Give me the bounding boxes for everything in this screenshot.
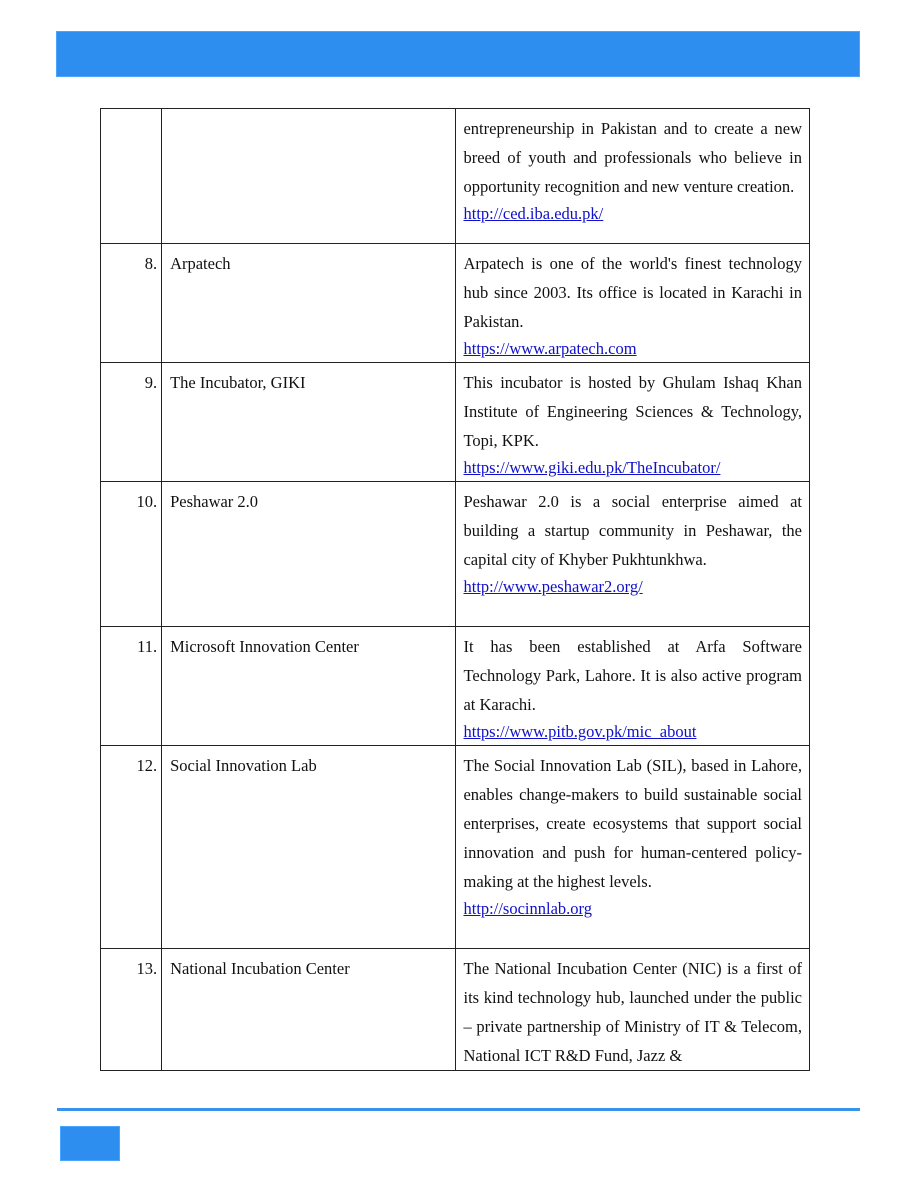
- row-link[interactable]: http://socinnlab.org: [463, 899, 592, 918]
- row-number: [101, 109, 162, 244]
- table-row: [101, 746, 810, 949]
- row-description: The National Incubation Center (NIC) is a first of its kind technology hub, launched under the public – private partnership of Ministry of IT & Telecom, National ICT R&D Fund, Jazz &: [463, 959, 802, 1065]
- row-name: Social Innovation Lab: [162, 746, 456, 949]
- page-number-box: [60, 1126, 120, 1161]
- row-description-cell: [456, 746, 810, 949]
- row-name: National Incubation Center: [162, 949, 456, 1071]
- row-number: 10.: [101, 482, 162, 627]
- row-description: The Social Innovation Lab (SIL), based in Lahore, enables change-makers to build sustainable social enterprises, create ecosystems that support social innovation and push for human-centered policy-making at the highest levels.: [463, 756, 802, 891]
- row-name: Peshawar 2.0: [162, 482, 456, 627]
- row-number: 11.: [101, 627, 162, 746]
- row-description-cell: [456, 627, 810, 746]
- row-link[interactable]: https://www.giki.edu.pk/TheIncubator/: [463, 458, 721, 477]
- incubator-table: [100, 108, 810, 1071]
- row-description-cell: [456, 244, 810, 363]
- row-link[interactable]: https://www.pitb.gov.pk/mic_about: [463, 722, 697, 741]
- row-link[interactable]: http://ced.iba.edu.pk/: [463, 204, 604, 223]
- row-link[interactable]: http://www.peshawar2.org/: [463, 577, 643, 596]
- table-row: [101, 627, 810, 746]
- table-row: [101, 244, 810, 363]
- table-row: [101, 363, 810, 482]
- row-number: 9.: [101, 363, 162, 482]
- row-description: Arpatech is one of the world's finest technology hub since 2003. Its office is located in Karachi in Pakistan.: [463, 254, 802, 331]
- row-description: It has been established at Arfa Software Technology Park, Lahore. It is also active program at Karachi.: [463, 637, 802, 714]
- row-description: This incubator is hosted by Ghulam Ishaq Khan Institute of Engineering Sciences & Technology, Topi, KPK.: [463, 373, 802, 450]
- row-description: entrepreneurship in Pakistan and to create a new breed of youth and professionals who believe in opportunity recognition and new venture creation.: [463, 119, 802, 196]
- table-row: [101, 482, 810, 627]
- row-description-cell: [456, 109, 810, 244]
- row-number: 12.: [101, 746, 162, 949]
- table-row: [101, 109, 810, 244]
- row-name: Microsoft Innovation Center: [162, 627, 456, 746]
- row-description-cell: [456, 363, 810, 482]
- row-name: [162, 109, 456, 244]
- row-link[interactable]: https://www.arpatech.com: [463, 339, 637, 358]
- row-name: Arpatech: [162, 244, 456, 363]
- footer-line: [57, 1108, 860, 1111]
- row-description-cell: [456, 949, 810, 1071]
- header-bar: [56, 31, 860, 77]
- row-description-cell: [456, 482, 810, 627]
- table-row: [101, 949, 810, 1071]
- row-number: 8.: [101, 244, 162, 363]
- row-name: The Incubator, GIKI: [162, 363, 456, 482]
- row-description: Peshawar 2.0 is a social enterprise aimed at building a startup community in Peshawar, the capital city of Khyber Pukhtunkhwa.: [463, 492, 802, 569]
- row-number: 13.: [101, 949, 162, 1071]
